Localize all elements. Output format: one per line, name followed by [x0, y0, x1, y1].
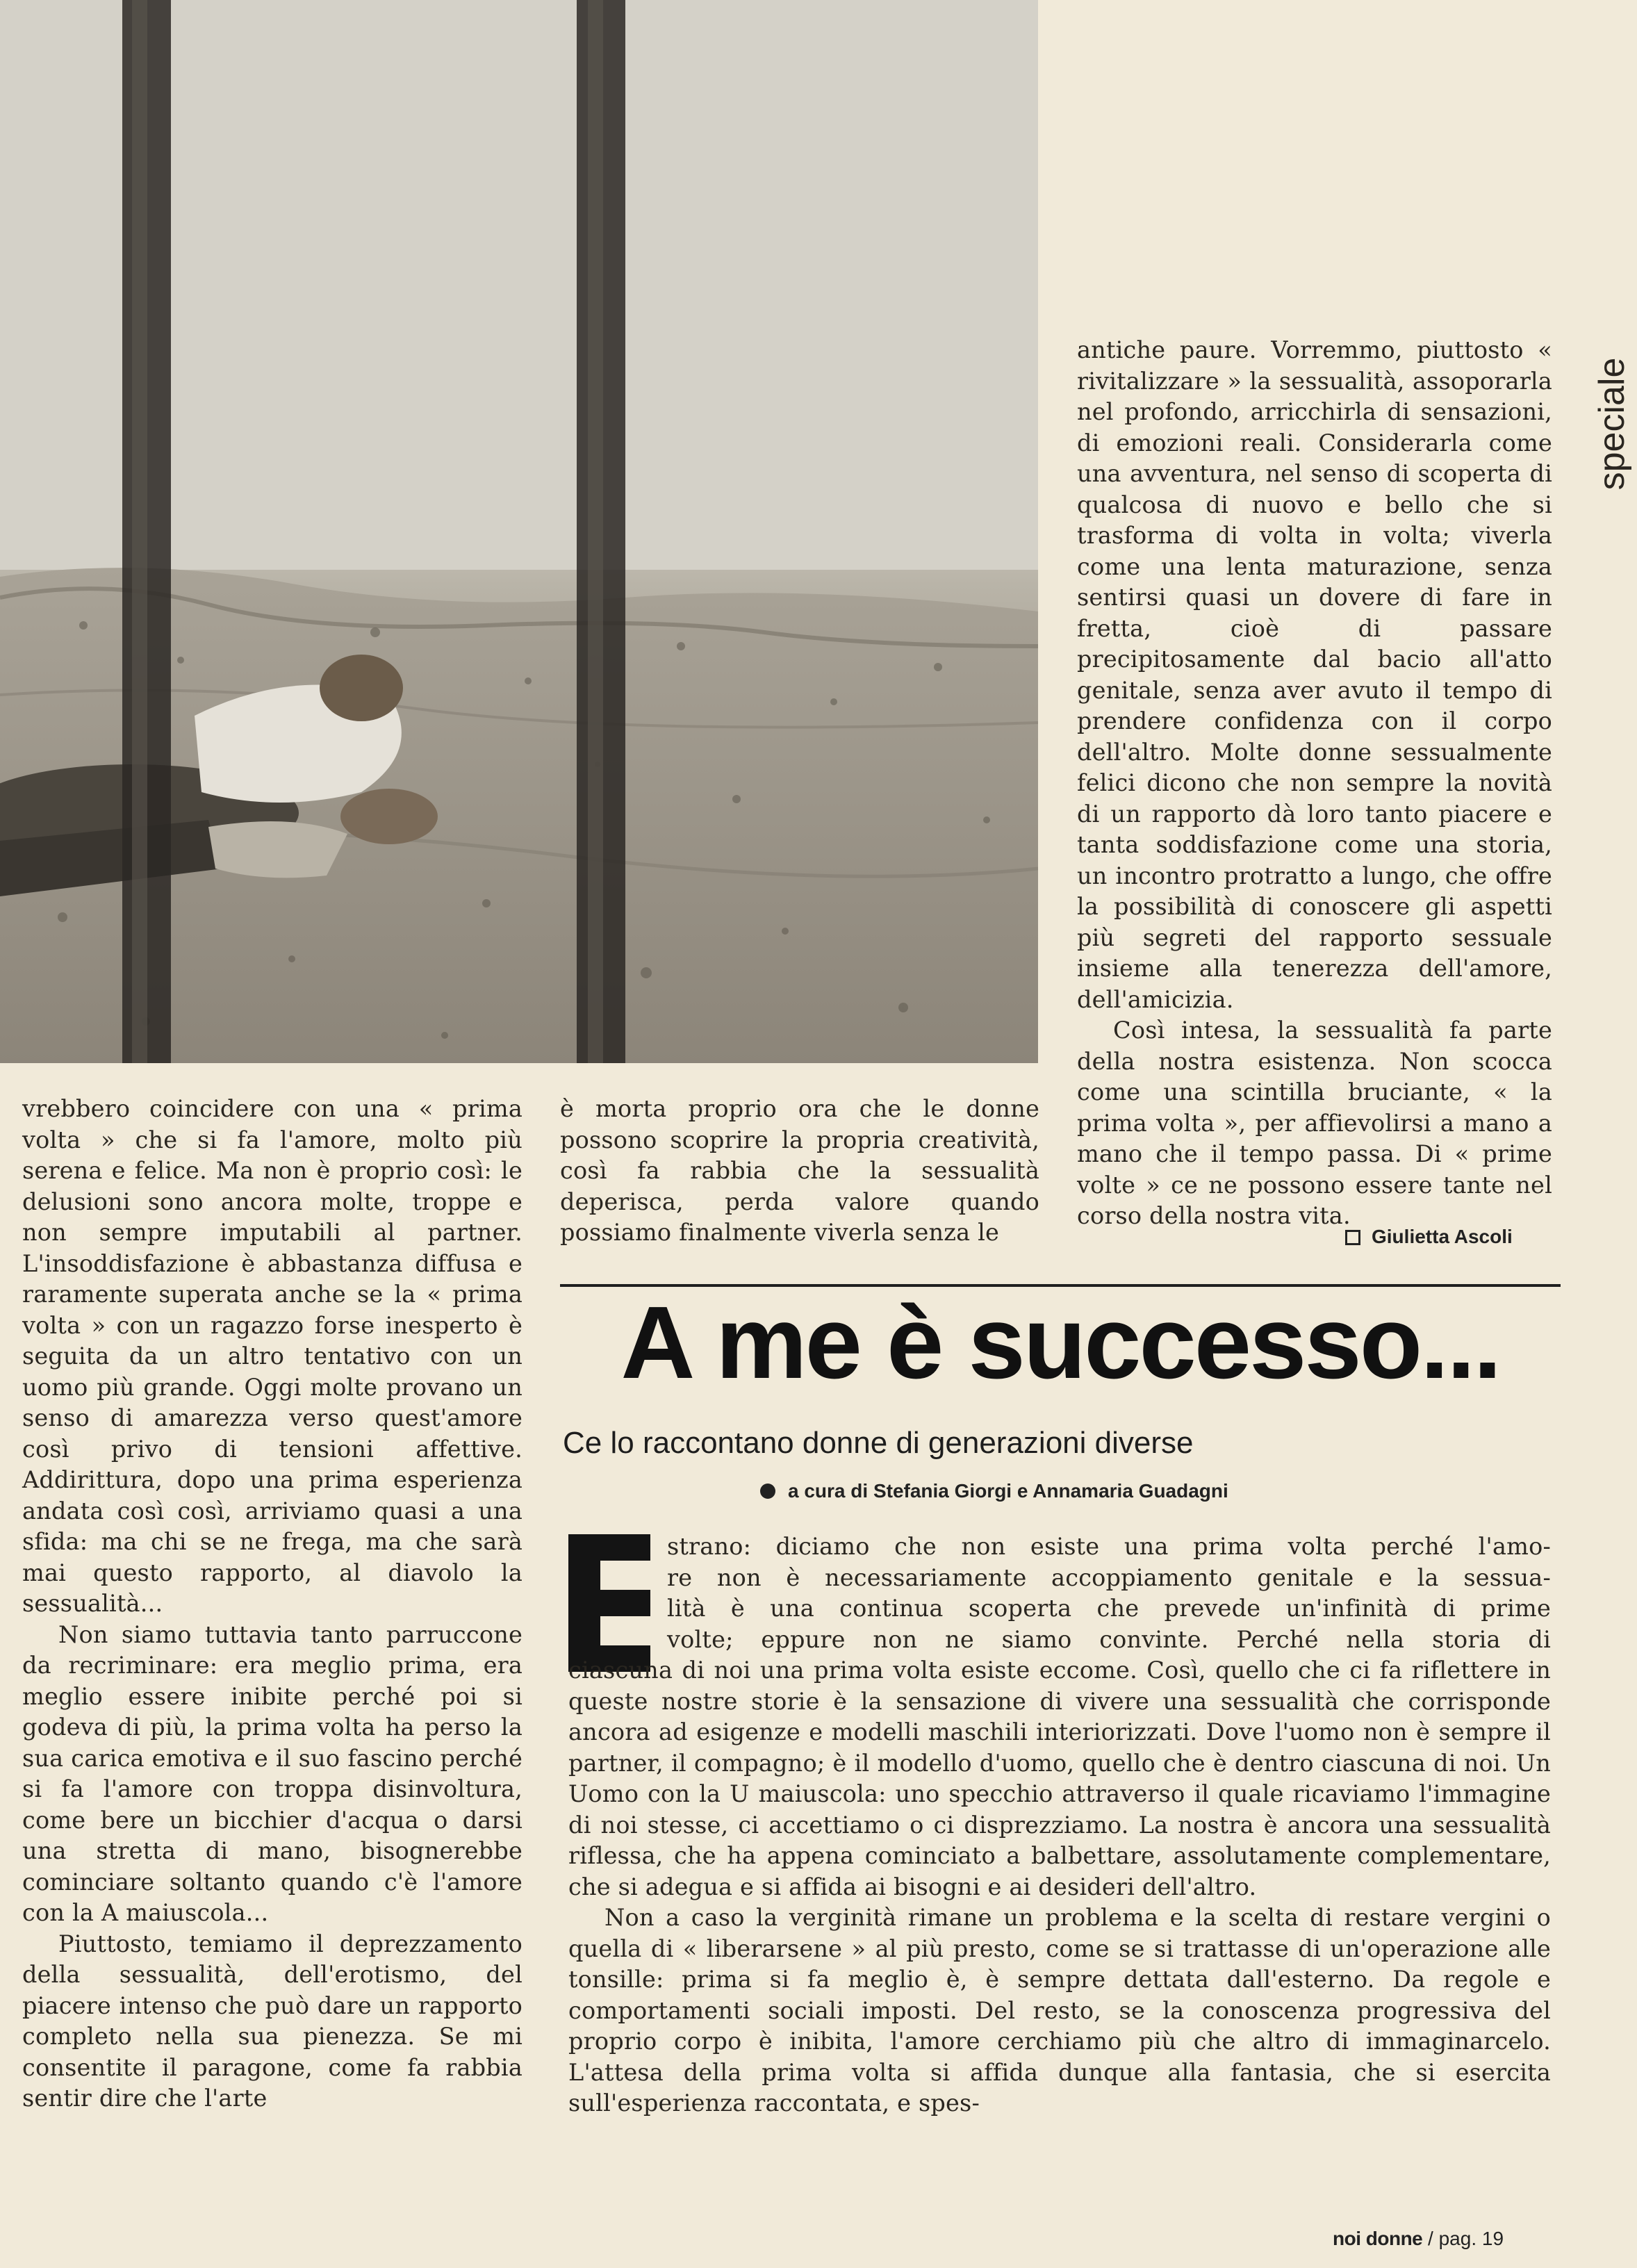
page-footer: [1333, 2228, 1504, 2250]
page-number: / pag. 19: [1428, 2228, 1504, 2249]
right-column-top: [1077, 335, 1552, 1232]
author-signature: Giulietta Ascoli: [1345, 1226, 1513, 1248]
bullet-icon: [760, 1484, 775, 1499]
magazine-brand: noi donne: [1333, 2228, 1423, 2249]
middle-column: [560, 1094, 1039, 1249]
lead-line: re non è necessariamente accoppiamento genitale e la sessua-: [667, 1563, 1551, 1591]
paragraph: vrebbero coincidere con una « prima volta » che si fa l'amore, molto più serena e felice. Ma non è proprio così: le delusioni sono ancora molte, troppe e non sempre imputabili al partner. L'insoddisfazione è abbastanza diffusa e raramente superata anche se la « prima volta » con un ragazzo forse inesperto è seguita da un altro tentativo con un uomo più grande. Oggi molte provano un senso di amarezza verso quest'amore così privo di tensioni affettive. Addirittura, dopo una prima esperienza andata così così, arriviamo quasi a una sfida: ma chi se ne frega, ma che sarà mai questo rapporto, al diavolo la sessualità...: [22, 1095, 523, 1617]
paragraph: antiche paure. Vorremmo, piuttosto « rivitalizzare » la sessualità, assoporarla nel profondo, arricchirla di sensazioni, di emozioni reali. Considerarla come una avventura, nel senso di scoperta di qualcosa di nuovo e bello che si trasforma di volta in volta; viverla come una lenta maturazione, senza sentirsi quasi un dovere di fare in fretta, cioè di passare precipitosamente dal bacio all'atto genitale, senza aver avuto il tempo di prendere confidenza con il corpo dell'altro. Molte donne sessualmente felici dicono che non sempre la novità di un rapporto dà loro tanto piacere e tanta soddisfazione come una storia, un incontro protratto a lungo, che offre la possibilità di conoscere gli aspetti più segreti del rapporto sessuale insieme alla tenerezza dell'amore, dell'amicizia.: [1077, 336, 1552, 1013]
paragraph: Non a caso la verginità rimane un problema e la scelta di restare vergini o quella di « liberarsene » al più presto, come se si trattasse di un'operazione alle tonsille: prima si fa meglio è, è sempre dettata dall'esterno. Da regole e comportamenti sociali imposti. Del resto, se la conoscenza progressiva del proprio corpo è inibita, l'amore cerchiamo più che altro di immaginarcelo. L'attesa della prima volta si affida dunque alla fantasia, che si esercita sull'esperienza raccontata, e spes-: [568, 1904, 1551, 2117]
article-lead: [667, 1531, 1551, 1655]
paragraph: Così intesa, la sessualità fa parte della nostra esistenza. Non scocca come una scintilla bruciante, « la prima volta », per affievolirsi a mano a mano che il tempo passa. Di « prime volte » ce ne possono essere tante nel corso della nostra vita.: [1077, 1017, 1552, 1229]
beach-photo: [0, 0, 1038, 1063]
section-label: speciale: [1592, 357, 1632, 491]
left-column: [22, 1094, 523, 2114]
signature-box-icon: [1345, 1230, 1360, 1245]
lead-line: volte; eppure non ne siamo convinte. Perché nella storia di: [667, 1625, 1551, 1653]
paragraph: Piuttosto, temiamo il deprezzamento della sessualità, dell'erotismo, del piacere intenso che può dare un rapporto completo nella sua pienezza. Se mi consentite il paragone, come fa rabbia sentir dire che l'arte: [22, 1930, 523, 2112]
drop-cap: [568, 1534, 650, 1672]
paragraph: ciascuna di noi una prima volta esiste eccome. Così, quello che ci fa riflettere in queste nostre storie è la sensazione di vivere una sessualità che corrisponde ancora ad esigenze e modelli maschili interiorizzati. Dove l'uomo non è sempre il partner, il compagno; è il modello d'uomo, quello che è dentro ciascuna di noi. Un Uomo con la U maiuscola: uno specchio attraverso il quale ricaviamo l'immagine di noi stesse, ci accettiamo o ci disprezziamo. La nostra è ancora una sessualità riflessa, che ha appena cominciato a balbettare, assolutamente complementare, che si adegua e si affida ai bisogni e ai desideri dell'altro.: [568, 1657, 1551, 1900]
paragraph: Non siamo tuttavia tanto parruccone da recriminare: era meglio prima, era meglio essere inibite perché poi si godeva di più, la prima volta ha perso la sua carica emotiva e il suo fascino perché si fa l'amore con troppa disinvoltura, come bere un bicchier d'acqua o darsi una stretta di mano, bisognerebbe cominciare soltanto quando c'è l'amore con la A maiuscola...: [22, 1620, 523, 1926]
lead-line: lità è una continua scoperta che prevede un'infinità di prime: [667, 1595, 1551, 1622]
article-body: [568, 1655, 1551, 2119]
article-subtitle: Ce lo raccontano donne di generazioni diverse: [563, 1426, 1194, 1460]
article-byline: a cura di Stefania Giorgi e Annamaria Guadagni: [760, 1480, 1559, 1502]
article-title: A me è successo...: [560, 1284, 1561, 1395]
paragraph: è morta proprio ora che le donne possono scoprire la propria creatività, così fa rabbia che la sessualità deperisca, perda valore quando possiamo finalmente viverla senza le: [560, 1095, 1039, 1246]
beach-photo-illustration: [0, 0, 1038, 1063]
lead-line: strano: diciamo che non esiste una prima volta perché l'amo-: [667, 1533, 1551, 1560]
